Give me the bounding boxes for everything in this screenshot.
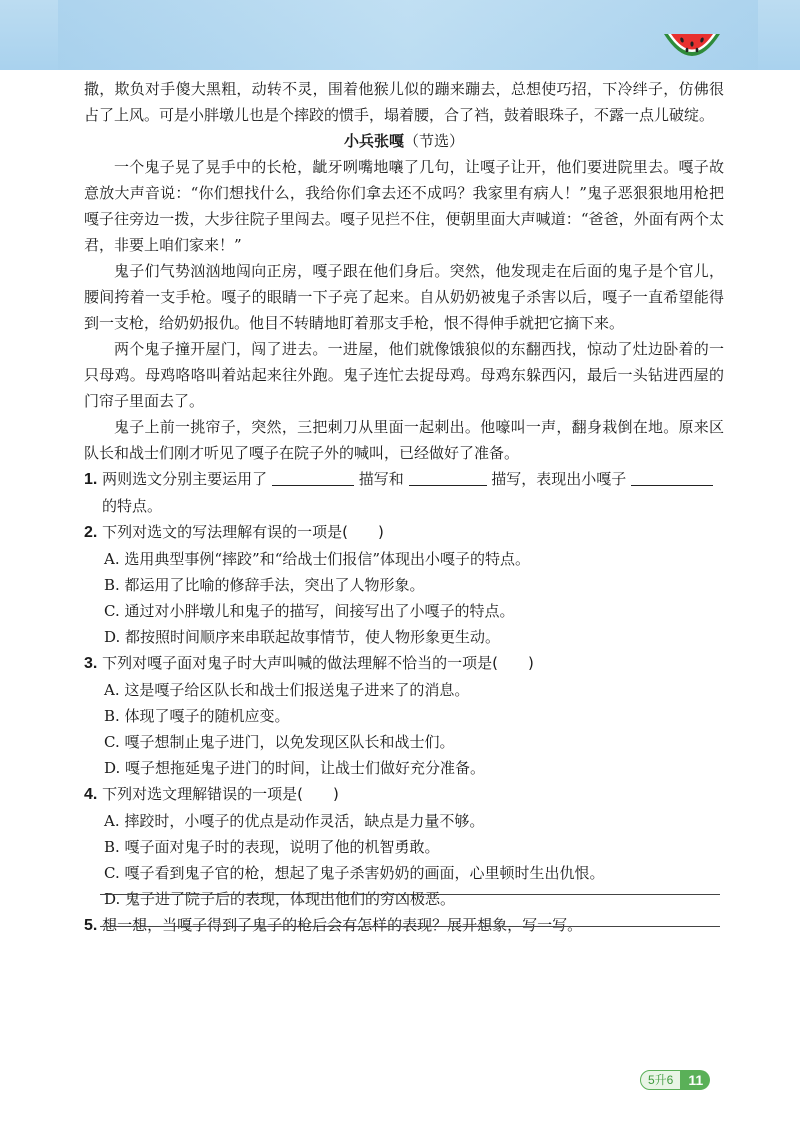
question-4 (84, 781, 724, 808)
worksheet-content (84, 76, 724, 939)
question-2 (84, 519, 724, 546)
question-4-number: 4. (84, 786, 98, 803)
answer-line-1[interactable] (100, 894, 720, 895)
question-1 (84, 466, 724, 493)
passage-title-note: （节选） (404, 132, 465, 150)
question-3-option-c: C. 嘎子想制止鬼子进门，以免发现区队长和战士们。 (104, 733, 455, 751)
question-4-option-b: B. 嘎子面对鬼子时的表现，说明了他的机智勇敢。 (104, 838, 440, 856)
question-1-text-a: 两则选文分别主要运用了 (102, 470, 268, 488)
question-3-option-a: A. 这是嘎子给区队长和战士们报送鬼子进来了的消息。 (104, 681, 470, 699)
question-2-option-b: B. 都运用了比喻的修辞手法，突出了人物形象。 (104, 576, 425, 594)
question-2-option-d: D. 都按照时间顺序来串联起故事情节，使人物形象更生动。 (104, 628, 501, 646)
question-1-blank-1[interactable] (272, 469, 354, 486)
passage-paragraph-1: 一个鬼子晃了晃手中的长枪，龇牙咧嘴地嚷了几句，让嘎子让开，他们要进院里去。嘎子故意放大声音说：“你们想找什么，我给你们拿去还不成吗？我家里有病人！”鬼子恶狠狠地用枪把嘎子往旁边一拨，大步往院子里闯去。嘎子见拦不住，便朝里面大声喊道：“爸爸，外面有两个太君，非要上咱们家来！” (84, 158, 724, 254)
page-number: 11 (681, 1070, 710, 1090)
question-2-option-a: A. 选用典型事例“摔跤”和“给战士们报信”体现出小嘎子的特点。 (104, 550, 531, 568)
question-1-blank-3[interactable] (631, 469, 713, 486)
question-1-number: 1. (84, 471, 98, 488)
grade-label: 5升6 (640, 1070, 681, 1090)
question-3-stem: 下列对嘎子面对鬼子时大声叫喊的做法理解不恰当的一项是( ) (102, 654, 534, 672)
passage-title-text: 小兵张嘎 (343, 132, 404, 150)
intro-paragraph: 撒，欺负对手傻大黑粗，动转不灵，围着他猴儿似的蹦来蹦去，总想使巧招，下冷绊子，仿佛很占了上风。可是小胖墩儿也是个摔跤的惯手，塌着腰，合了裆，鼓着眼珠子，不露一点儿破绽。 (84, 80, 724, 124)
question-2-stem: 下列对选文的写法理解有误的一项是( ) (102, 523, 384, 541)
question-1-blank-2[interactable] (409, 469, 487, 486)
question-4-stem: 下列对选文理解错误的一项是( ) (102, 785, 339, 803)
question-5-stem: 想一想，当嘎子得到了鬼子的枪后会有怎样的表现？展开想象，写一写。 (102, 916, 583, 934)
question-1-continuation (84, 493, 724, 519)
watermelon-slice-icon (662, 28, 722, 66)
passage-paragraph-4: 鬼子上前一挑帘子，突然，三把刺刀从里面一起刺出。他嚎叫一声，翻身栽倒在地。原来区队长和战士们刚才听见了嘎子在院子外的喊叫，已经做好了准备。 (84, 418, 724, 462)
passage-paragraph-2: 鬼子们气势汹汹地闯向正房，嘎子跟在他们身后。突然，他发现走在后面的鬼子是个官儿，腰间挎着一支手枪。嘎子的眼睛一下子亮了起来。自从奶奶被鬼子杀害以后，嘎子一直希望能得到一支枪，给奶奶报仇。他目不转睛地盯着那支手枪，恨不得伸手就把它摘下来。 (84, 262, 724, 332)
header-band (0, 0, 800, 70)
passage-title (84, 128, 724, 154)
question-1-text-c: 描写，表现出小嘎子 (491, 470, 627, 488)
question-2-option-c: C. 通过对小胖墩儿和鬼子的描写，间接写出了小嘎子的特点。 (104, 602, 515, 620)
question-3-number: 3. (84, 655, 98, 672)
question-4-option-d: D. 鬼子进了院子后的表现，体现出他们的穷凶极恶。 (104, 890, 456, 908)
question-4-option-a: A. 摔跤时，小嘎子的优点是动作灵活，缺点是力量不够。 (104, 812, 485, 830)
question-3-option-d: D. 嘎子想拖延鬼子进门的时间，让战士们做好充分准备。 (104, 759, 486, 777)
question-4-option-c: C. 嘎子看到鬼子官的枪，想起了鬼子杀害奶奶的画面，心里顿时生出仇恨。 (104, 864, 605, 882)
question-3 (84, 650, 724, 677)
question-2-number: 2. (84, 524, 98, 541)
answer-line-2[interactable] (100, 926, 720, 927)
question-5-number: 5. (84, 917, 98, 934)
question-1-text-b: 描写和 (358, 470, 404, 488)
question-1-text-d: 的特点。 (102, 497, 163, 515)
header-band-inner (58, 0, 758, 70)
page-badge (640, 1070, 710, 1090)
passage-paragraph-3: 两个鬼子撞开屋门，闯了进去。一进屋，他们就像饿狼似的东翻西找，惊动了灶边卧着的一只母鸡。母鸡咯咯叫着站起来往外跑。鬼子连忙去捉母鸡。母鸡东躲西闪，最后一头钻进西屋的门帘子里面去了。 (84, 340, 724, 410)
question-3-option-b: B. 体现了嘎子的随机应变。 (104, 707, 290, 725)
